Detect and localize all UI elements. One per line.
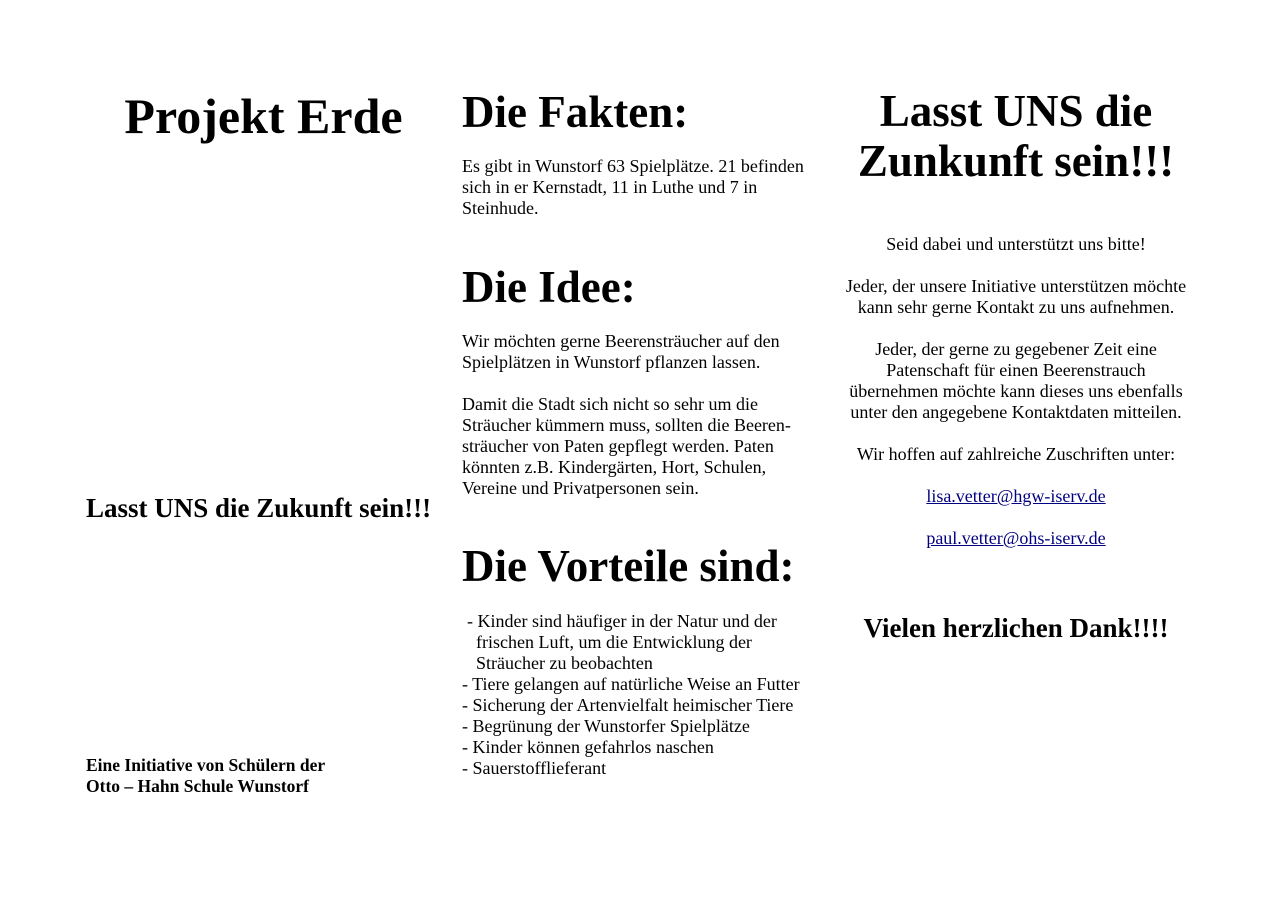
page-title: Projekt Erde — [124, 88, 403, 144]
initiative-line: Eine Initiative von Schülern der — [86, 755, 326, 775]
idea-text-2 — [462, 394, 822, 499]
slogan-left: Lasst UNS die Zukunft sein!!! — [86, 493, 432, 523]
thanks-text: Vielen herzlichen Dank!!!! — [863, 613, 1169, 643]
support-ask-line: Seid dabei und unterstützt uns bitte! — [886, 234, 1146, 254]
list-item: - Tiere gelangen auf natürliche Weise an Futter — [462, 674, 800, 694]
advantages-list — [462, 611, 822, 779]
list-item: - Kinder sind häufiger in der Natur und der — [467, 611, 777, 631]
email-container — [826, 486, 1206, 507]
support-ask — [826, 234, 1206, 255]
idea-line: Damit die Stadt sich nicht so sehr um die — [462, 394, 758, 414]
sponsorship-text — [826, 339, 1206, 423]
facts-line: Es gibt in Wunstorf 63 Spielplätze. 21 befinden — [462, 156, 804, 176]
facts-text — [462, 156, 822, 219]
initiative-credit — [86, 755, 426, 797]
contact-line: kann sehr gerne Kontakt zu uns aufnehmen. — [857, 297, 1175, 317]
email-link-paul[interactable]: paul.vetter@ohs-iserv.de — [926, 528, 1106, 548]
advantages-heading: Die Vorteile sind: — [462, 541, 795, 591]
contact-text — [826, 276, 1206, 318]
hope-line: Wir hoffen auf zahlreiche Zuschriften unter: — [856, 444, 1176, 464]
hope-text — [826, 444, 1206, 465]
contact-line: Jeder, der unsere Initiative unterstützen möchte — [845, 276, 1187, 296]
list-item: - Kinder können gefahrlos naschen — [462, 737, 714, 757]
list-item-continuation: frischen Luft, um die Entwicklung der — [476, 632, 752, 652]
email-link-lisa[interactable]: lisa.vetter@hgw-iserv.de — [926, 486, 1106, 506]
facts-line: Steinhude. — [462, 198, 539, 218]
sponsorship-line: Jeder, der gerne zu gegebener Zeit eine — [875, 339, 1157, 359]
list-item: - Begrünung der Wunstorfer Spielplätze — [462, 716, 750, 736]
idea-line: Sträucher kümmern muss, sollten die Beeren- — [462, 415, 791, 435]
sponsorship-line: übernehmen möchte kann dieses uns ebenfalls — [849, 381, 1183, 401]
idea-text-1 — [462, 331, 822, 373]
right-title-line: Lasst UNS die — [879, 86, 1153, 136]
list-item: - Sauerstofflieferant — [462, 758, 607, 778]
sponsorship-line: Patenschaft für einen Beerenstrauch — [886, 360, 1146, 380]
facts-line: sich in er Kernstadt, 11 in Luthe und 7 in — [462, 177, 758, 197]
right-title-line: Zunkunft sein!!! — [857, 136, 1175, 186]
list-item-continuation: Sträucher zu beobachten — [476, 653, 653, 673]
idea-line: Vereine und Privatpersonen sein. — [462, 478, 699, 498]
idea-line: könnten z.B. Kindergärten, Hort, Schulen, — [462, 457, 767, 477]
idea-line: Spielplätzen in Wunstorf pflanzen lassen. — [462, 352, 761, 372]
right-title — [826, 86, 1206, 186]
idea-heading: Die Idee: — [462, 262, 636, 312]
list-item: - Sicherung der Artenvielfalt heimischer Tiere — [462, 695, 794, 715]
idea-line: Wir möchten gerne Beerensträucher auf den — [462, 331, 780, 351]
initiative-line: Otto – Hahn Schule Wunstorf — [86, 776, 310, 796]
sponsorship-line: unter den angegebene Kontaktdaten mitteilen. — [850, 402, 1182, 422]
email-container — [826, 528, 1206, 549]
facts-heading: Die Fakten: — [462, 87, 689, 137]
idea-line: sträucher von Paten gepflegt werden. Paten — [462, 436, 774, 456]
